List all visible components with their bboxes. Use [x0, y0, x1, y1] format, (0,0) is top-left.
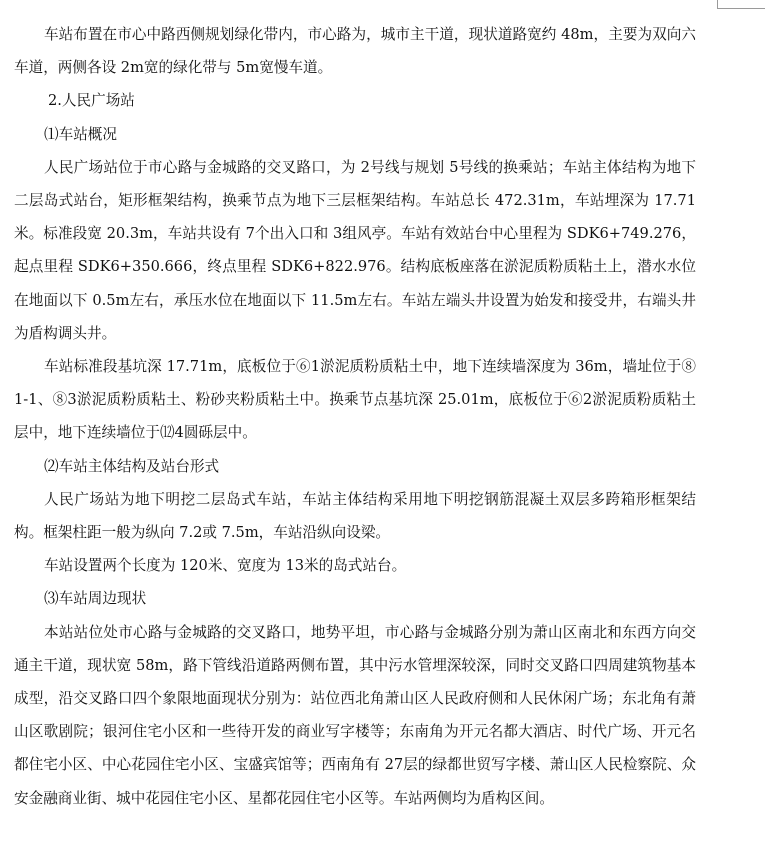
- section-heading-peoples-square-station: 2.人民广场站: [48, 92, 135, 110]
- paragraph-surroundings: 本站站位处市心路与金城路的交叉路口，地势平坦，市心路与金城路分别为萧山区南北和东西方向交通主干道，现状宽 58m，路下管线沿道路两侧布置，其中污水管埋深较深，同时交叉路口四周建筑物基本成型，沿交叉路口四个象限地面现状分别为：站位西北角萧山区人民政府侧和人民休闲广场；东北角有萧山区歌剧院；银河住宅小区和一些待开发的商业写字楼等；东南角为开元名都大酒店、时代广场、开元名都住宅小区、中心花园住宅小区、宝盛宾馆等；西南角有 27层的绿都世贸写字楼、萧山区人民检察院、众安金融商业街、城中花园住宅小区、星都花园住宅小区等。车站两侧均为盾构区间。: [14, 623, 696, 807]
- page-corner-mark: [718, 8, 765, 9]
- subheading-station-overview: ⑴车站概况: [44, 125, 117, 143]
- paragraph-station-layout: 车站布置在市心中路西侧规划绿化带内，市心路为，城市主干道，现状道路宽约 48m，主要为双向六车道，两侧各设 2m宽的绿化带与 5m宽慢车道。: [14, 26, 696, 77]
- paragraph-foundation-pit: 车站标准段基坑深 17.71m，底板位于⑥1淤泥质粉质粘土中，地下连续墙深度为 36m，墙址位于⑧1-1、⑧3淤泥质粉质粘土、粉砂夹粉质粘土中。换乘节点基坑深 25.01m，底板位于⑥2淤泥质粉质粘土层中，地下连续墙位于⑿4圆砾层中。: [14, 358, 696, 442]
- paragraph-main-structure: 人民广场站为地下明挖二层岛式车站，车站主体结构采用地下明挖钢筋混凝土双层多跨箱形框架结构。框架柱距一般为纵向 7.2或 7.5m，车站沿纵向设梁。: [14, 490, 696, 542]
- document-body: [14, 18, 696, 815]
- paragraph-station-overview: 人民广场站位于市心路与金城路的交叉路口，为 2号线与规划 5号线的换乘站；车站主体结构为地下二层岛式站台，矩形框架结构，换乘节点为地下三层框架结构。车站总长 472.31m，车站埋深为 17.71米。标准段宽 20.3m，车站共设有 7个出入口和 3组风亭。车站有效站台中心里程为 SDK6+749.276，起点里程 SDK6+350.666，终点里程 SDK6+822.976。结构底板座落在淤泥质粉质粘土上，潜水水位在地面以下 0.5m左右，承压水位在地面以下 11.5m左右。车站左端头井设置为始发和接受井，右端头井为盾构调头井。: [14, 158, 696, 342]
- subheading-surroundings: ⑶车站周边现状: [44, 590, 147, 608]
- subheading-main-structure: ⑵车站主体结构及站台形式: [44, 457, 220, 475]
- paragraph-platforms: 车站设置两个长度为 120米、宽度为 13米的岛式站台。: [44, 557, 407, 575]
